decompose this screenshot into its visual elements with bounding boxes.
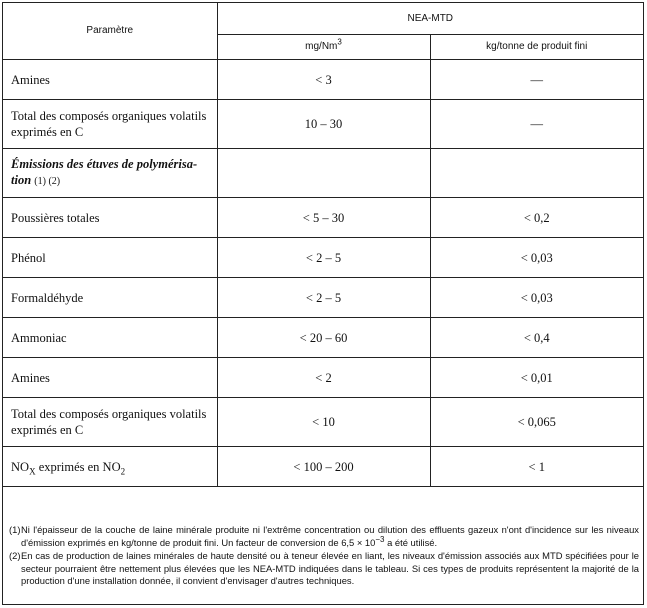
- table-row: [3, 198, 643, 238]
- document-frame: [2, 2, 644, 605]
- table-row: [3, 278, 643, 318]
- section-heading: Émissions des étuves de polymérisa-tion (1) (2): [3, 149, 217, 198]
- row-mg-value: < 2: [217, 358, 430, 398]
- row-label: Ammoniac: [3, 318, 217, 358]
- row-mg-value: < 20 – 60: [217, 318, 430, 358]
- table-row: [3, 100, 643, 149]
- row-label: Amines: [3, 358, 217, 398]
- row-kg-value: < 0,01: [430, 358, 643, 398]
- row-label: Poussières totales: [3, 198, 217, 238]
- header-row-1: [3, 3, 643, 35]
- row-kg-value: —: [430, 60, 643, 100]
- emission-table: [3, 3, 643, 487]
- row-label: Formaldéhyde: [3, 278, 217, 318]
- footnotes: [9, 524, 639, 589]
- footnote-1: [9, 524, 639, 549]
- row-kg-value: < 0,065: [430, 398, 643, 447]
- row-mg-value: < 5 – 30: [217, 198, 430, 238]
- row-label: $NO_X$ exprimés en $NO_2$: [3, 447, 217, 487]
- table-row: [3, 447, 643, 487]
- section-row: [3, 149, 643, 198]
- row-label: Total des composés organiques volatils exprimés en C: [3, 398, 217, 447]
- table-row: [3, 358, 643, 398]
- footnote-2: [9, 550, 639, 588]
- table-row: [3, 238, 643, 278]
- header-unit-kg: kg/tonne de produit fini: [430, 35, 643, 60]
- table-row: [3, 398, 643, 447]
- footnote-mark: (1): [9, 524, 21, 535]
- footnote-text: Ni l'épaisseur de la couche de laine minérale produite ni l'extrême concentration ou dilution des effluents gazeux n'ont d'incidence sur les niveaux d'émission exprimés en kg/tonne de produit fini. Un facteur de conversion de $6,5 \times 10^{-3}$ a été utilisé.: [21, 524, 639, 548]
- row-label: Phénol: [3, 238, 217, 278]
- footnote-text: En cas de production de laines minérales de haute densité ou à teneur élevée en liant, les niveaux d'émission associés aux MTD spécifiées pour le secteur pourraient être nettement plus élevées que les NEA-MTD indiquées dans le tableau. Si ces types de produits représentent la majorité de la production d'une installation donnée, il convient d'envisager d'autres techniques.: [21, 550, 639, 587]
- row-mg-value: 10 – 30: [217, 100, 430, 149]
- row-mg-value: < 2 – 5: [217, 278, 430, 318]
- row-kg-value: < 1: [430, 447, 643, 487]
- section-empty-mg: [217, 149, 430, 198]
- row-label: Total des composés organiques volatils exprimés en C: [3, 100, 217, 149]
- table-row: [3, 60, 643, 100]
- section-empty-kg: [430, 149, 643, 198]
- row-kg-value: —: [430, 100, 643, 149]
- footnote-mark: (2): [9, 550, 21, 562]
- row-kg-value: < 0,2: [430, 198, 643, 238]
- row-kg-value: < 0,03: [430, 278, 643, 318]
- header-unit-mg: mg/Nm$^3$: [217, 35, 430, 60]
- row-mg-value: < 10: [217, 398, 430, 447]
- row-mg-value: < 2 – 5: [217, 238, 430, 278]
- header-parameter: Paramètre: [3, 3, 217, 60]
- row-kg-value: < 0,4: [430, 318, 643, 358]
- row-kg-value: < 0,03: [430, 238, 643, 278]
- row-mg-value: < 3: [217, 60, 430, 100]
- header-nea-mtd: NEA-MTD: [217, 3, 643, 35]
- row-label: Amines: [3, 60, 217, 100]
- table-row: [3, 318, 643, 358]
- row-mg-value: < 100 – 200: [217, 447, 430, 487]
